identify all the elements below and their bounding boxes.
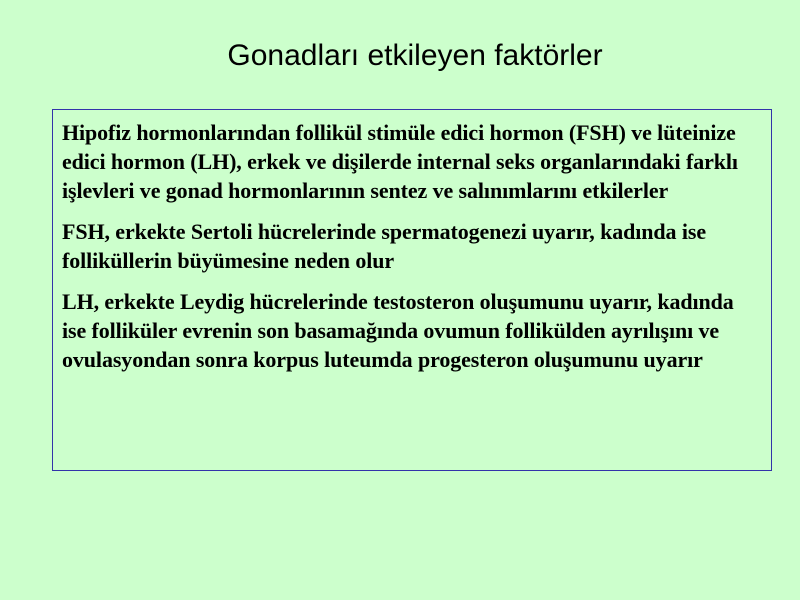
slide-title: Gonadları etkileyen faktörler bbox=[227, 39, 603, 72]
paragraph-fsh: FSH, erkekte Sertoli hücrelerinde spermatogenezi uyarır, kadında ise folliküllerin büyümesine neden olur bbox=[62, 219, 706, 273]
content-text-box bbox=[52, 109, 772, 471]
paragraph-hormones-intro: Hipofiz hormonlarından follikül stimüle edici hormon (FSH) ve lüteinize edici hormon (LH), erkek ve dişilerde internal seks organlarındaki farklı işlevleri ve gonad hormonlarının sentez ve salınımlarını etkilerler bbox=[62, 120, 738, 203]
paragraph-lh: LH, erkekte Leydig hücrelerinde testosteron oluşumunu uyarır, kadında ise folliküler evrenin son basamağında ovumun follikülden ayrılışını ve ovulasyondan sonra korpus luteumda progesteron oluşumunu uyarır bbox=[62, 289, 734, 372]
